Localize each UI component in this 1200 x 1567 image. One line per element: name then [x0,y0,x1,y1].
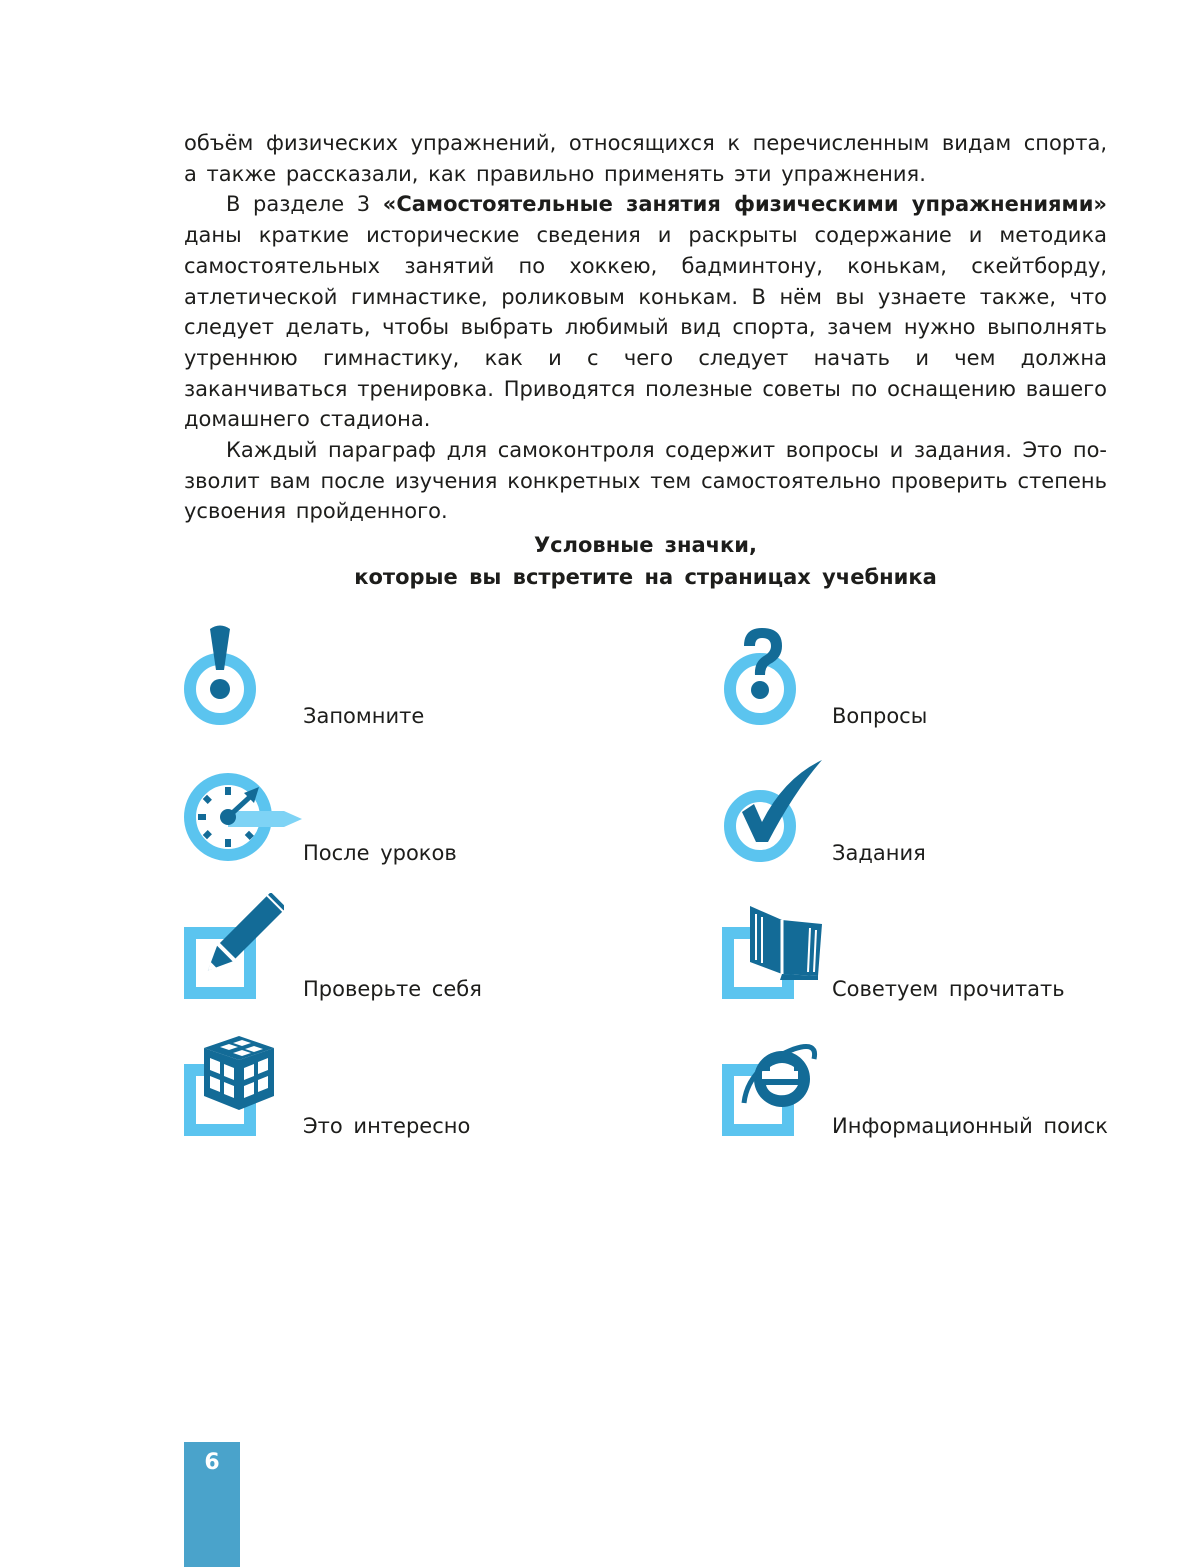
legend-label-questions: Вопросы [832,704,928,728]
exclamation-icon [184,620,264,730]
legend-title-line-1: Условные значки, [533,533,758,557]
legend-label-after-lessons: После уроков [303,841,457,865]
legend-label-interesting: Это интересно [303,1114,471,1138]
checkmark-icon [722,758,827,868]
question-icon [722,620,802,730]
legend-label-remember: Запомните [303,704,425,728]
legend-item-after-lessons [184,765,584,875]
legend-item-interesting [184,1030,584,1140]
legend-item-recommended-reading [722,900,1142,1010]
legend-label-check-yourself: Проверьте себя [303,977,482,1001]
legend-item-check-yourself [184,893,584,1003]
legend-title-line-2: которые вы встретите на страницах учебника [354,564,937,589]
legend-label-tasks: Задания [832,841,926,865]
paragraph-2 [184,189,1107,435]
paragraph-1: объём физических упражнений, относящихся к перечисленным видам спорта, а также рассказали, как правильно применять эти упражнения. [184,131,1107,186]
legend-item-tasks [722,758,1122,868]
paragraph-2-intro: В разделе 3 [226,192,383,217]
legend-item-questions [722,620,1122,730]
stopwatch-icon [184,765,304,865]
legend-item-remember [184,620,584,730]
cube-icon [184,1030,284,1140]
book-icon [722,900,832,1000]
page-number: 6 [204,1450,220,1475]
legend-label-recommended-reading: Советуем прочитать [832,977,1065,1001]
paragraph-3: Каждый параграф для самоконтроля содержит вопросы и задания. Это позволит вам после изучения конкретных тем самостоятельно проверить степень усвоения пройденного. [184,438,1107,524]
internet-icon [722,1037,832,1137]
legend-label-information-search: Информационный поиск [832,1114,1108,1138]
legend-title [184,530,1107,593]
page-number-tab [184,1442,240,1567]
section-title: «Самостоятельные занятия физическими упражнениями» [382,192,1107,217]
legend-item-information-search [722,1037,1142,1147]
body-text [184,128,1107,527]
paragraph-2-rest: даны краткие исторические сведения и раскрыты содержание и методика самостоятельных занятий по хоккею, бадминтону, конькам, скейтборду, атлетической гимнастике, роликовым конькам. В нём вы узнаете также, что следует делать, чтобы выбрать любимый вид спорта, зачем нужно выполнять утреннюю гимнастику, как и с чего следует начать и чем должна заканчиваться тренировка. Приводятся полезные советы по оснащению вашего домашнего стадиона. [184,223,1107,432]
pencil-icon [184,893,284,1003]
